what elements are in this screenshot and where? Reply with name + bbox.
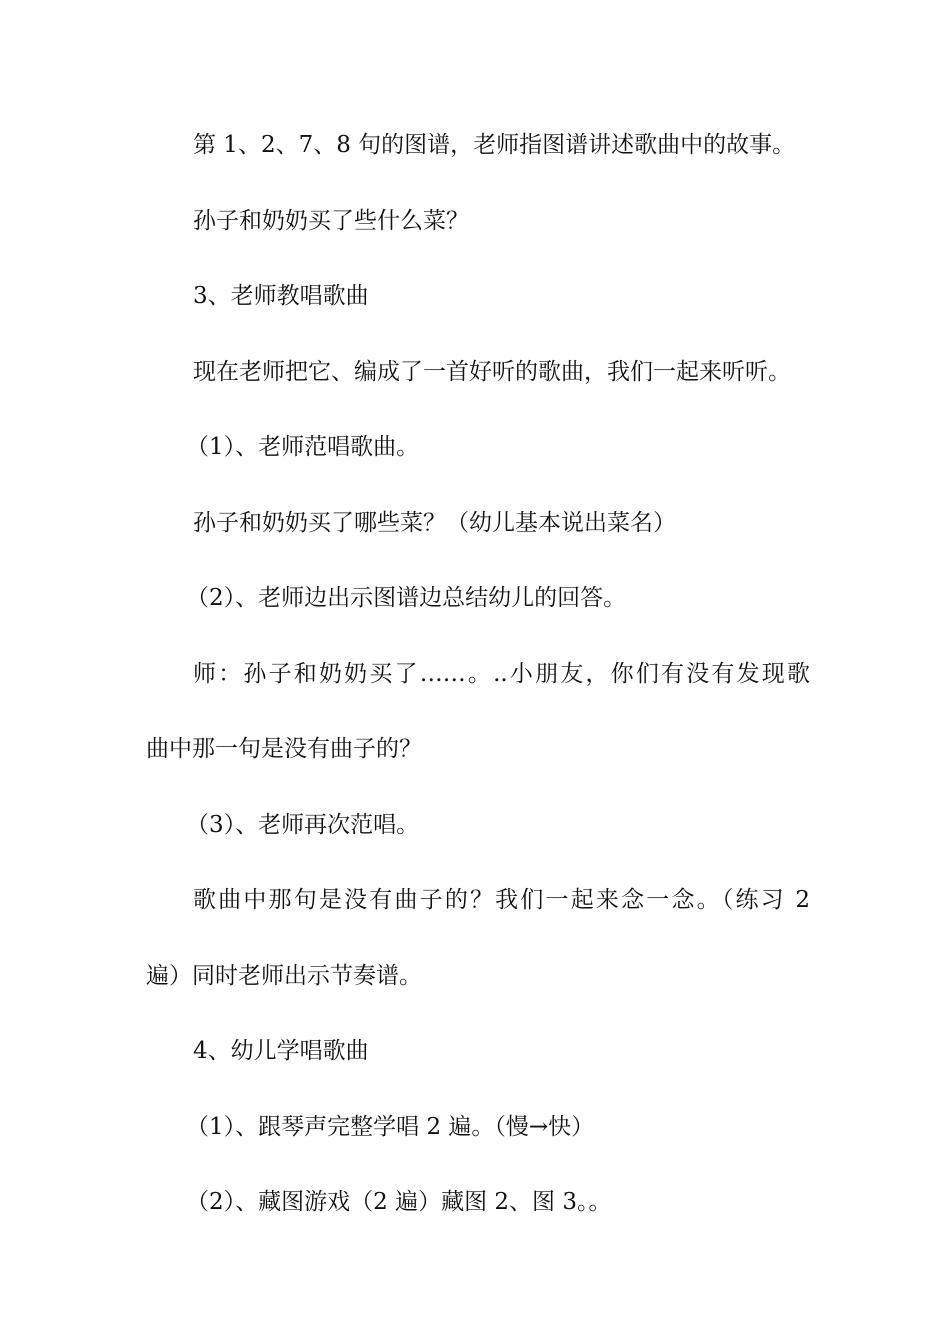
- step-item: （3）、老师再次范唱。: [186, 811, 420, 838]
- step-item: （2）、老师边出示图谱边总结幼儿的回答。: [186, 585, 627, 611]
- paragraph-line: 师：孙子和奶奶买了……。..小朋友，你们有没有发现歌: [193, 660, 810, 687]
- document-body: [146, 126, 810, 1259]
- step-item: （1）、老师范唱歌曲。: [186, 434, 420, 460]
- paragraph-line-continued: 遍）同时老师出示节奏谱。: [146, 962, 422, 989]
- step-item: （2）、藏图游戏（2 遍）藏图 2、图 3。。: [186, 1189, 612, 1215]
- paragraph-line: 歌曲中那句是没有曲子的？我们一起来念一念。（练习 2: [193, 887, 810, 913]
- paragraph-line: 孙子和奶奶买了些什么菜？: [193, 207, 469, 234]
- section-heading: 4、幼儿学唱歌曲: [193, 1038, 369, 1064]
- paragraph-line: 第 1、2、7、8 句的图谱，老师指图谱讲述歌曲中的故事。: [193, 132, 796, 158]
- paragraph-line: 孙子和奶奶买了哪些菜？（幼儿基本说出菜名）: [193, 509, 676, 536]
- paragraph-line-continued: 曲中那一句是没有曲子的？: [146, 736, 422, 762]
- paragraph-line: 现在老师把它、编成了一首好听的歌曲，我们一起来听听。: [193, 358, 791, 385]
- section-heading: 3、老师教唱歌曲: [193, 283, 369, 309]
- step-item: （1）、跟琴声完整学唱 2 遍。（慢→快）: [186, 1113, 595, 1140]
